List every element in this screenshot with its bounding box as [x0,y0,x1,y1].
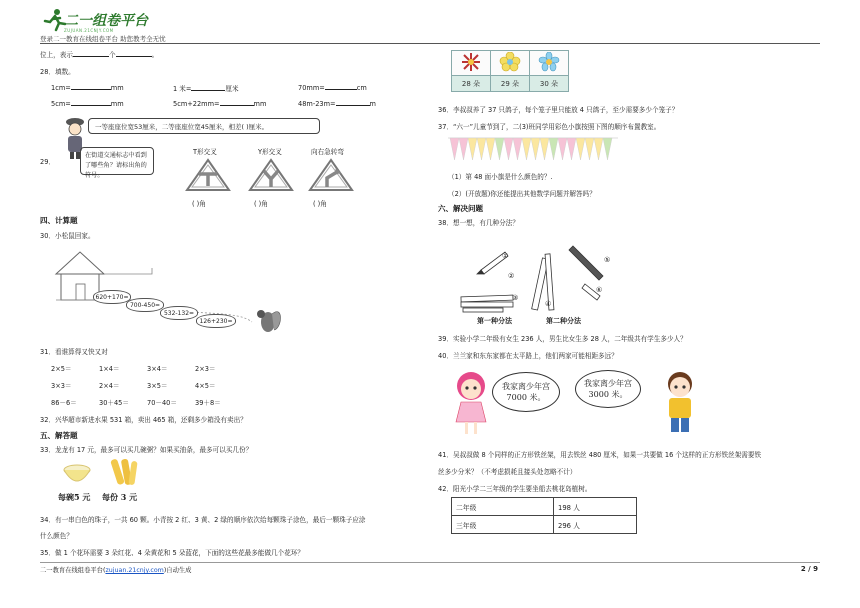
flag [504,138,513,160]
flag [576,138,585,160]
q35-text: 35．做 1 个花环需要 3 朵红花、4 朵黄花和 5 朵蓝花，下面的这些花最多能做几个花环？ [40,549,305,557]
blue-flower-cell [530,51,569,76]
q29-speech-bubble-2: 在街道交通标志中看到了哪些角？请标出角的符号。 [80,147,154,175]
sign-label-sharp-turn: 向右急转弯 [311,148,344,156]
q39-text: 39．实验小学二年级有女生 236 人，男生比女生多 28 人，二年级共有学生多少人？ [438,335,687,343]
youtiao-fried-dough-icon [108,455,142,489]
flag [567,138,576,160]
q31-r3c2: 30＋45＝ [99,399,129,407]
pencil-3-marker: ③ [512,294,519,302]
blue-flower-count: 30 朵 [530,76,569,92]
table-row [452,498,637,516]
section-5-title: 五、解答题 [40,431,78,440]
sharp-right-turn-sign-icon [308,158,354,192]
footer-text: 二一教育在线组卷平台(zujuan.21cnjy.com)自动生成 [40,567,192,574]
colored-flags-row [448,136,618,164]
first-method-caption: 第一种分法 [477,317,512,325]
q31-r2c4: 4×5＝ [195,382,216,390]
q31-r1c1: 2×5＝ [51,365,72,373]
table-cell: 三年级 [452,516,554,534]
red-flower-count: 28 朵 [452,76,491,92]
q31-r3c1: 86－6＝ [51,399,77,407]
q28-row2-a: 5cm= mm [51,100,124,108]
header-divider [40,43,820,44]
q28-row2-c: 48m-23m= m [298,100,376,108]
red-flower-icon [460,52,482,72]
q37-part1: （1）第 48 面小旗是什么颜色的？. [448,173,553,181]
flag [459,138,468,160]
q28-row1-c: 70mm= cm [298,84,367,92]
flag [495,138,504,160]
page-number: 2 / 9 [800,565,818,573]
table-cell: 二年级 [452,498,554,516]
q28-title: 28．填数。 [40,68,75,76]
yellow-flower-cell [491,51,530,76]
q29-number: 29． [40,158,55,166]
q37-part2: （2）(开放题)你还能提出其他数学问题并解答吗？ [448,190,596,198]
youtiao-price-label: 每份 3 元 [102,492,138,502]
q31-r2c1: 3×3＝ [51,382,72,390]
boy-dongdong-icon [662,370,698,436]
flag [540,138,549,160]
q42-table [451,497,637,534]
flag [585,138,594,160]
yellow-flower-icon [499,52,521,72]
second-method-caption: 第二种分法 [546,317,581,325]
cloud-calc-2: 700-450= [126,298,164,312]
q31-title: 31．看谁算得又快又对 [40,348,108,356]
flag [531,138,540,160]
q38-title: 38．想一想，有几种分法？ [438,219,519,227]
flag [513,138,522,160]
squirrel-path-illustration [52,244,284,336]
flag [558,138,567,160]
pencil-grouping-illustration [455,238,615,316]
flag [522,138,531,160]
porridge-bowl-icon [62,458,92,488]
section-4-title: 四、计算题 [40,216,78,225]
cloud-calc-4: 126+230= [196,314,236,328]
q31-r3c4: 39＋8＝ [195,399,221,407]
q31-r1c3: 3×4＝ [147,365,168,373]
flag [603,138,612,160]
sign-answer-2: ( )角 [254,200,268,208]
q28-row2-b: 5cm+22mm= mm [173,100,267,108]
pencil-2-marker: ② [508,272,515,280]
flower-table [451,50,569,92]
y-intersection-sign-icon [248,158,294,192]
table-cell: 198 人 [554,498,637,516]
q28-row1-a: 1cm= mm [51,84,124,92]
q31-r1c2: 1×4＝ [99,365,120,373]
q33-text: 33．龙龙有 17 元，最多可以买几碗粥？如果买油条，最多可以买几份？ [40,446,253,454]
pencil-5-marker: ⑤ [604,256,611,264]
q27-tail: 位上，表示 个 。 [40,51,159,59]
flag [468,138,477,160]
sign-answer-1: ( )角 [192,200,206,208]
t-intersection-sign-icon [185,158,231,192]
red-flower-cell [452,51,491,76]
sign-label-t: T形交叉 [193,148,217,156]
q34-line1: 34．有一串白色的珠子，一共 60 颗。小青按 2 红、3 黄、2 绿的顺序依次给每颗珠子涂色，最后一颗珠子应涂 [40,516,366,524]
q29-speech-bubble-1: 一等座座位宽53厘米，二等座座位宽45厘米，相差( )厘米。 [88,118,320,134]
sign-answer-3: ( )角 [313,200,327,208]
pencil-6-marker: ⑥ [596,286,603,294]
table-cell: 296 人 [554,516,637,534]
q42-text: 42．阳光小学二三年级的学生要坐船去桃花岛植树。 [438,485,592,493]
q41-line1: 41．吴叔叔做 8 个同样的正方形铁丝架，用去铁丝 480 厘米，如果一共要做 16 个这样的正方形铁丝架需要铁 [438,451,762,459]
q37-text: 37．“六一”儿童节到了，二(3)班同学用彩色小旗按照下图的顺序布置教室。 [438,123,661,131]
sign-label-y: Y形交叉 [258,148,282,156]
q30-title: 30．小松鼠回家。 [40,232,95,240]
flag [450,138,459,160]
table-row [452,516,637,534]
footer-divider [40,562,820,563]
pencil-4-marker: ④ [545,300,552,308]
lanlan-speech-bubble: 我家离少年宫7000 米。 [492,372,560,412]
q36-text: 36．李叔叔养了 37 只鸽子，每个笼子里只能放 4 只鸽子，至少需要多少个笼子？ [438,106,679,114]
q41-line2: 丝多少分米？（不考虑损耗且接头处忽略不计） [438,468,577,476]
logo-text: 二一组卷平台 [64,13,148,29]
footer-link[interactable]: zujuan.21cnjy.com [105,567,164,574]
flag [549,138,558,160]
logo-subtext: ZUJUAN.21CNJY.COM [64,28,114,33]
q31-r2c2: 2×4＝ [99,382,120,390]
blue-flower-icon [538,52,560,72]
q40-text: 40．兰兰家和东东家都在太平路上，他们两家可能相距多远？ [438,352,618,360]
flag [486,138,495,160]
dongdong-speech-bubble: 我家离少年宫 3000 米。 [575,370,641,408]
q32-text: 32．兴华超市新进水果 531 箱，卖出 465 箱，还剩多少箱没有卖出？ [40,416,247,424]
q31-r2c3: 3×5＝ [147,382,168,390]
flag [477,138,486,160]
yellow-flower-count: 29 朵 [491,76,530,92]
porridge-price-label: 每碗5 元 [58,492,91,502]
flag [594,138,603,160]
header-tagline: 登录二一教育在线组卷平台 助您教考全无忧 [40,35,166,43]
section-6-title: 六、解决问题 [438,204,483,213]
q34-line2: 什么颜色？ [40,532,73,540]
pencil-1-marker: ① [502,252,509,260]
q31-r3c3: 70－40＝ [147,399,177,407]
cloud-calc-1: 620+170= [93,290,131,304]
q31-r1c4: 2×3＝ [195,365,216,373]
q28-row1-b: 1 米= 厘米 [173,85,239,93]
girl-lanlan-icon [453,370,489,436]
cloud-calc-3: 532-132= [160,306,198,320]
